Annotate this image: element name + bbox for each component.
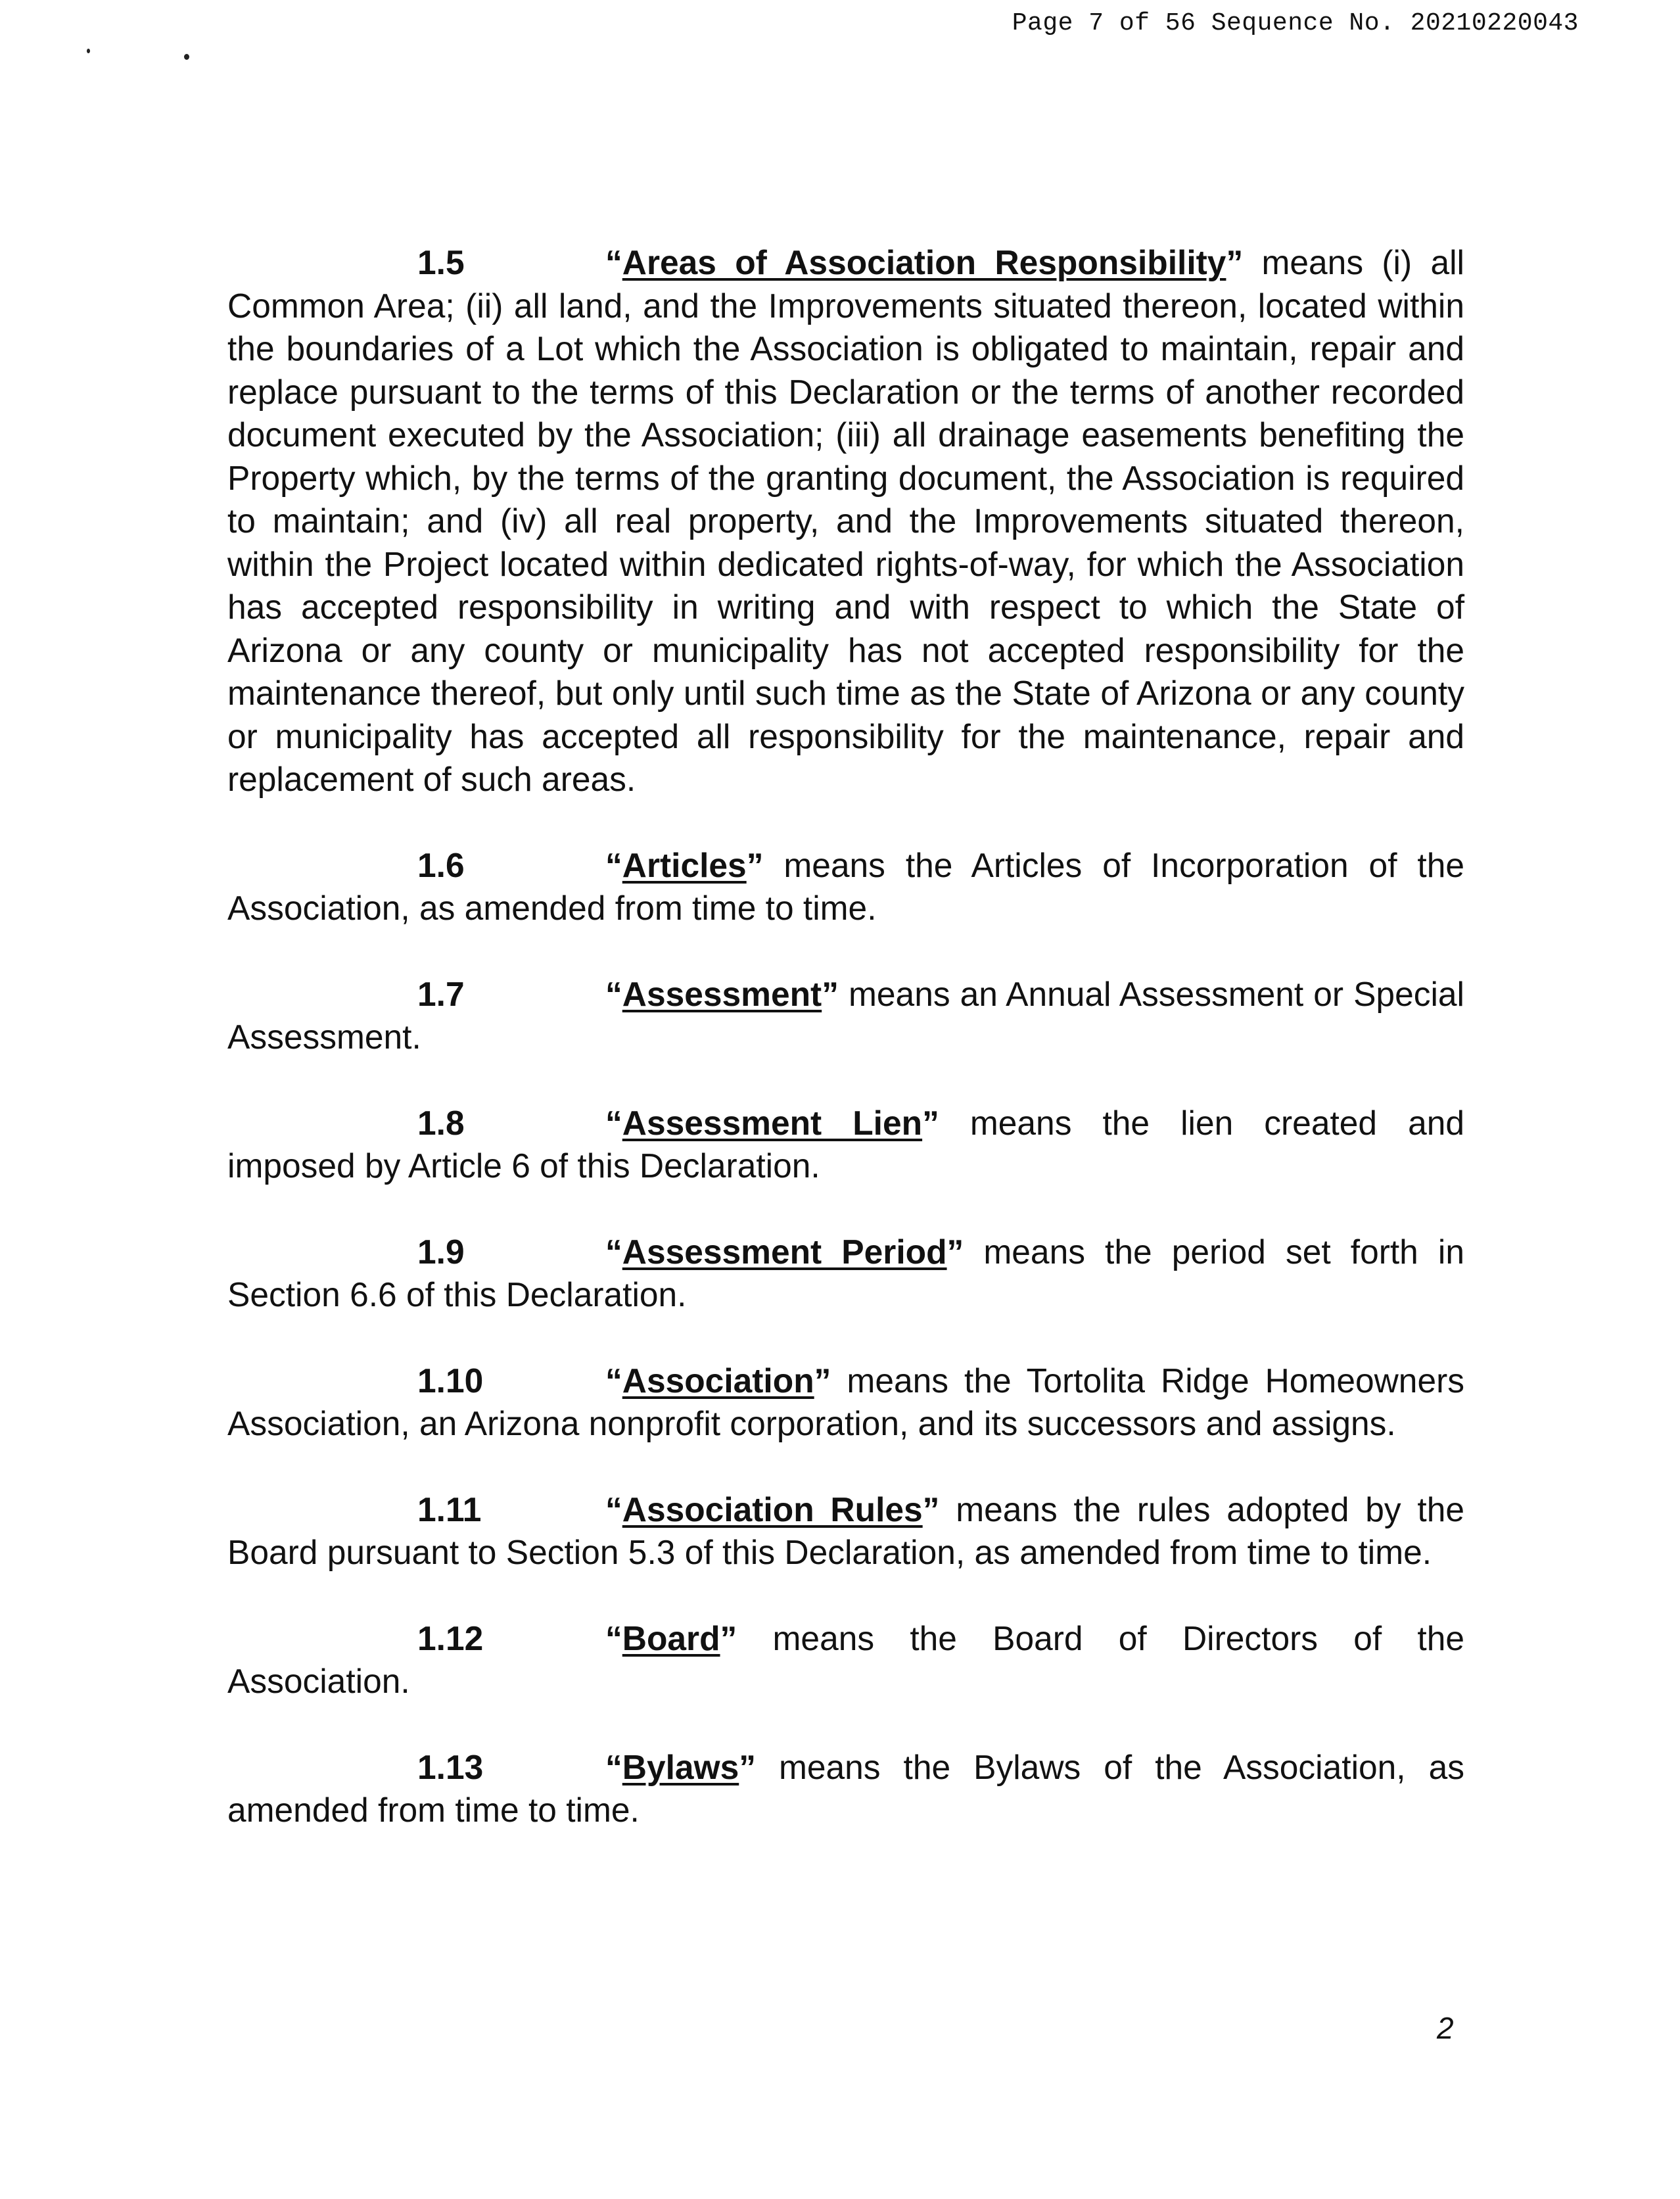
definition-text: means the Board of Directors of the Association.: [227, 1619, 1464, 1700]
defined-term: “Association Rules”: [605, 1490, 940, 1528]
section-number: 1.11: [417, 1490, 482, 1528]
definition-text: means the Bylaws of the Association, as amended from time to time.: [227, 1747, 1464, 1829]
defined-term: “Assessment Period”: [605, 1232, 964, 1271]
section-number: 1.5: [417, 243, 465, 281]
definition-1-11: [227, 1488, 1464, 1574]
defined-term: “Assessment”: [605, 974, 839, 1013]
definition-text: means the period set forth in Section 6.6 of this Declaration.: [227, 1232, 1464, 1313]
page-number: 2: [1437, 2011, 1454, 2045]
section-number: 1.8: [417, 1103, 465, 1142]
definition-1-7: [227, 973, 1464, 1059]
definition-text: means the Articles of Incorporation of the Association, as amended from time to time.: [227, 845, 1464, 927]
definition-1-5: [227, 241, 1464, 801]
section-number: 1.6: [417, 845, 465, 884]
definition-1-8: [227, 1102, 1464, 1188]
defined-term: “Areas of Association Responsibility”: [605, 243, 1244, 281]
section-number: 1.7: [417, 974, 465, 1013]
page-sequence-header: Page 7 of 56 Sequence No. 20210220043: [1012, 9, 1579, 37]
section-number: 1.9: [417, 1232, 465, 1271]
definition-1-12: [227, 1617, 1464, 1703]
definition-text: means the Tortolita Ridge Homeowners Association, an Arizona nonprofit corporation, and its successors and assigns.: [227, 1361, 1464, 1442]
defined-term: “Bylaws”: [605, 1747, 756, 1786]
definition-1-13: [227, 1746, 1464, 1832]
definitions-list: [227, 241, 1464, 1832]
definition-1-6: [227, 844, 1464, 930]
definition-text: means the lien created and imposed by Article 6 of this Declaration.: [227, 1103, 1465, 1185]
defined-term: “Board”: [605, 1619, 737, 1657]
definition-text: means (i) all Common Area; (ii) all land, and the Improvements situated thereon, located within the boundaries of a Lot which the Association is obligated to maintain, repair and replace pursuant to the terms of this Declaration or the terms of another recorded document executed by the Association; (iii) all drainage easements benefiting the Property which, by the terms of the granting document, the Association is required to maintain; and (iv) all real property, and the Improvements situated thereon, within the Project located within dedicated rights-of-way, for which the Association has accepted responsibility in writing and with respect to which the State of Arizona or any county or municipality has not accepted responsibility for the maintenance thereof, but only until such time as the State of Arizona or any county or municipality has accepted all responsibility for the maintenance, repair and replacement of such areas.: [227, 243, 1464, 798]
definition-text: means an Annual Assessment or Special Assessment.: [227, 974, 1464, 1056]
section-number: 1.12: [417, 1619, 484, 1657]
defined-term: “Articles”: [605, 845, 764, 884]
section-number: 1.13: [417, 1747, 484, 1786]
definition-1-9: [227, 1231, 1464, 1317]
scan-specks: [79, 46, 210, 66]
defined-term: “Assessment Lien”: [605, 1103, 939, 1142]
defined-term: “Association”: [605, 1361, 831, 1400]
definition-1-10: [227, 1360, 1464, 1446]
section-number: 1.10: [417, 1361, 484, 1400]
definition-text: means the rules adopted by the Board pursuant to Section 5.3 of this Declaration, as amended from time to time.: [227, 1490, 1464, 1571]
